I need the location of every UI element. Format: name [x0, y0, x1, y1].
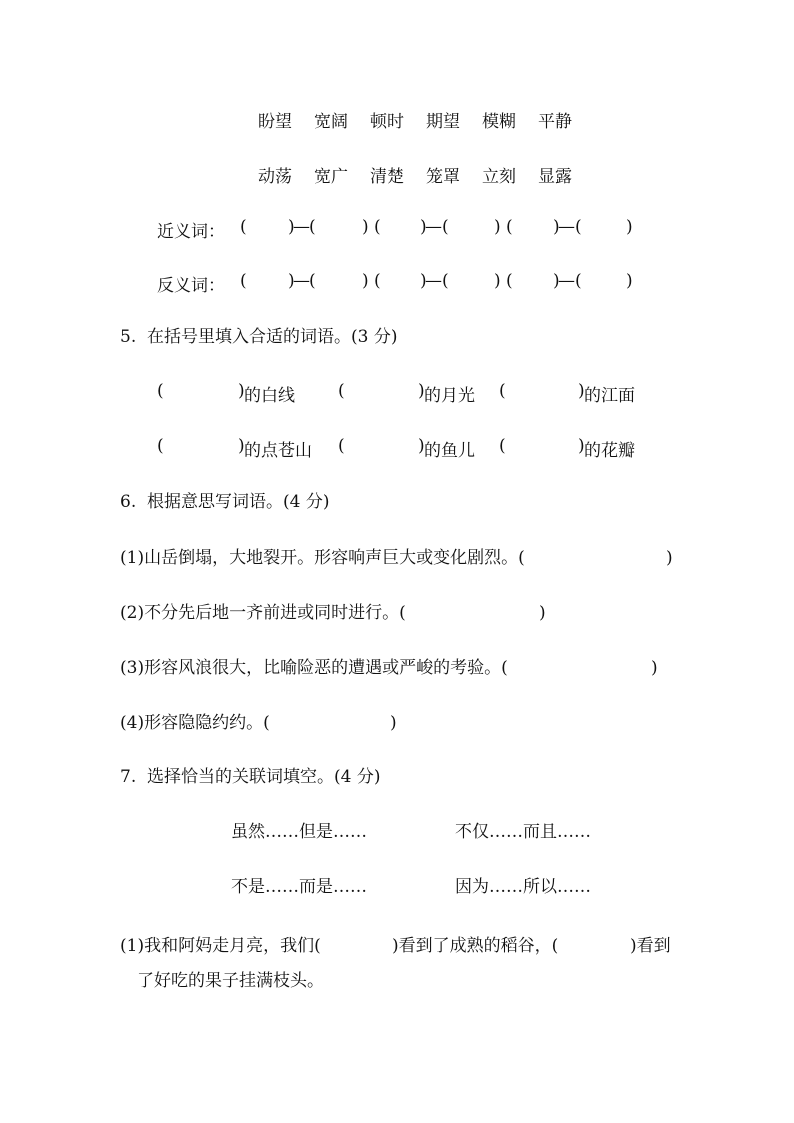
dash: —	[425, 217, 442, 237]
paren-close: )	[578, 436, 585, 456]
paren-open: (	[506, 217, 513, 237]
paren-close: )	[238, 381, 245, 401]
paren-open: (	[157, 381, 164, 401]
word-bank-word: 平静	[538, 112, 572, 132]
paren-close: )	[420, 271, 427, 291]
paren-open: (	[309, 271, 316, 291]
paren-open: (	[575, 271, 582, 291]
word-bank-word: 清楚	[370, 167, 404, 187]
paren-open: (	[499, 381, 506, 401]
paren-open: (	[338, 381, 345, 401]
word-bank-word: 盼望	[258, 112, 292, 132]
paren-close: )	[418, 436, 425, 456]
q7-option: 因为……所以……	[455, 877, 591, 897]
paren-close: )	[362, 217, 369, 237]
paren-close: )	[539, 603, 546, 623]
paren-close: )	[390, 713, 397, 733]
paren-close: )	[288, 217, 295, 237]
paren-open: (	[499, 436, 506, 456]
dash: —	[293, 271, 310, 291]
paren-close: )	[420, 217, 427, 237]
paren-close: )	[553, 271, 560, 291]
paren-open: (	[240, 271, 247, 291]
word-bank-word: 宽广	[314, 167, 348, 187]
paren-close: )	[626, 271, 633, 291]
paren-close: )	[288, 271, 295, 291]
q5-phrase: 的鱼儿	[424, 441, 475, 461]
dash: —	[425, 271, 442, 291]
q7-item-1-part-1: (1)我和阿妈走月亮，我们(	[120, 936, 321, 956]
q7-option: 不仅……而且……	[455, 822, 591, 842]
paren-open: (	[240, 217, 247, 237]
paren-close: )	[418, 381, 425, 401]
paren-close: )	[578, 381, 585, 401]
paren-open: (	[442, 271, 449, 291]
word-bank-word: 顿时	[370, 112, 404, 132]
question-5-heading: 5. 在括号里填入合适的词语。(3 分)	[120, 327, 398, 347]
q6-item-2: (2)不分先后地一齐前进或同时进行。(	[120, 603, 406, 623]
q5-phrase: 的点苍山	[244, 441, 312, 461]
paren-open: (	[309, 217, 316, 237]
word-bank-word: 模糊	[482, 112, 516, 132]
dash: —	[558, 271, 575, 291]
paren-close: )	[494, 271, 501, 291]
q7-item-1-part-2: )看到了成熟的稻谷，(	[392, 936, 559, 956]
question-7-heading: 7. 选择恰当的关联词填空。(4 分)	[120, 767, 381, 787]
q7-item-1-line-2: 了好吃的果子挂满枝头。	[137, 971, 324, 991]
paren-open: (	[575, 217, 582, 237]
q5-phrase: 的江面	[584, 386, 635, 406]
paren-open: (	[506, 271, 513, 291]
q6-item-4: (4)形容隐隐约约。(	[120, 713, 270, 733]
paren-open: (	[374, 271, 381, 291]
q5-phrase: 的花瓣	[584, 441, 635, 461]
q7-item-1-part-3: )看到	[630, 936, 671, 956]
q5-phrase: 的月光	[424, 386, 475, 406]
q5-row-1	[0, 381, 794, 406]
dash: —	[293, 217, 310, 237]
q7-option: 虽然……但是……	[231, 822, 367, 842]
q5-row-2	[0, 436, 794, 461]
word-bank-word: 宽阔	[314, 112, 348, 132]
word-bank-word: 笼罩	[426, 167, 460, 187]
word-bank-word: 动荡	[258, 167, 292, 187]
paren-close: )	[626, 217, 633, 237]
paren-open: (	[442, 217, 449, 237]
paren-open: (	[338, 436, 345, 456]
paren-close: )	[553, 217, 560, 237]
synonym-label: 近义词：	[157, 222, 225, 242]
question-6-heading: 6. 根据意思写词语。(4 分)	[120, 492, 330, 512]
paren-close: )	[362, 271, 369, 291]
paren-open: (	[374, 217, 381, 237]
paren-close: )	[238, 436, 245, 456]
q5-phrase: 的白线	[244, 386, 295, 406]
antonym-row	[0, 271, 794, 296]
synonym-row	[0, 217, 794, 242]
paren-close: )	[494, 217, 501, 237]
paren-close: )	[651, 658, 658, 678]
dash: —	[558, 217, 575, 237]
paren-close: )	[666, 548, 673, 568]
word-bank-word: 显露	[538, 167, 572, 187]
q6-item-1: (1)山岳倒塌，大地裂开。形容响声巨大或变化剧烈。(	[120, 548, 525, 568]
q7-option: 不是……而是……	[231, 877, 367, 897]
q6-item-3: (3)形容风浪很大，比喻险恶的遭遇或严峻的考验。(	[120, 658, 508, 678]
antonym-label: 反义词：	[157, 276, 225, 296]
word-bank-word: 立刻	[482, 167, 516, 187]
word-bank-word: 期望	[426, 112, 460, 132]
paren-open: (	[157, 436, 164, 456]
q7-item-1-line-1	[0, 931, 794, 956]
